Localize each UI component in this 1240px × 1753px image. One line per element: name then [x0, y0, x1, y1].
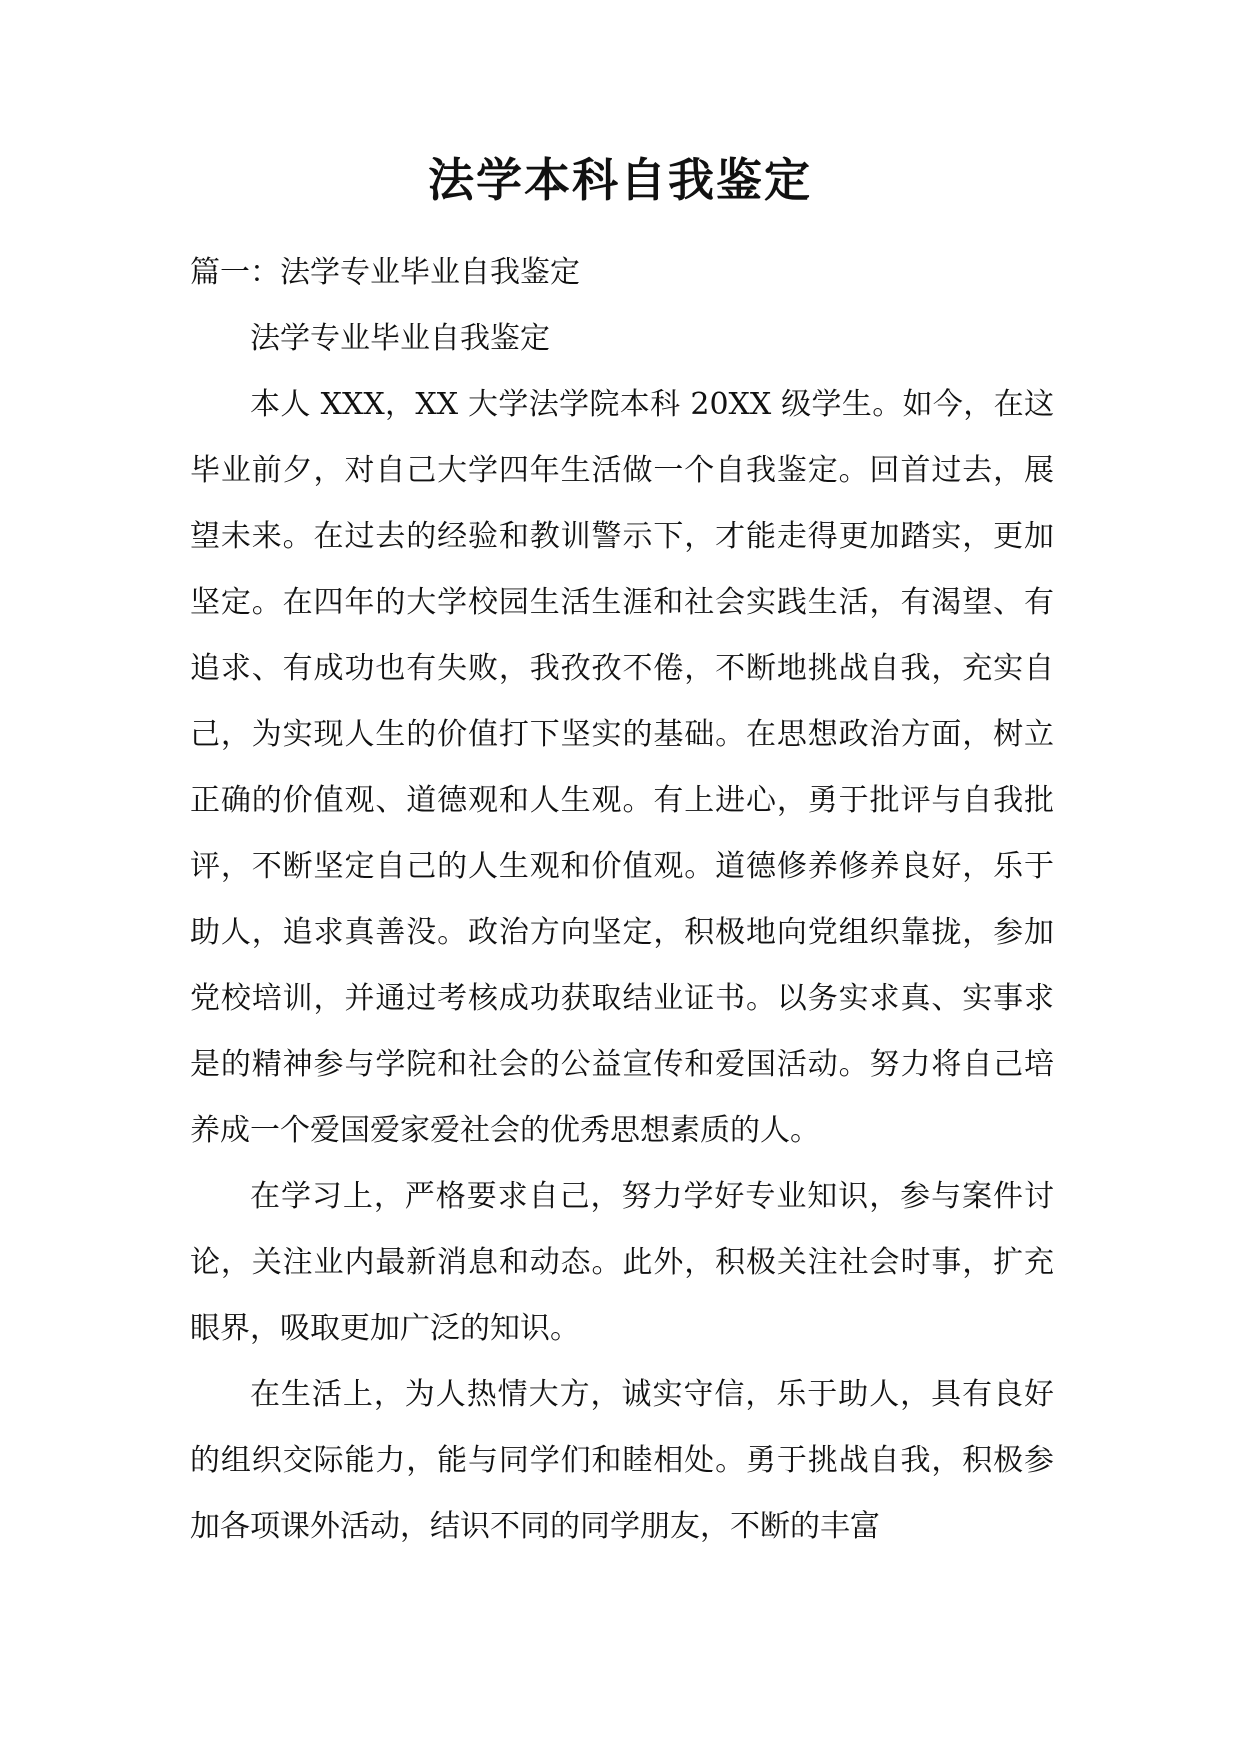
paragraph-life: 在生活上，为人热情大方，诚实守信，乐于助人，具有良好的组织交际能力，能与同学们和睦相处。勇于挑战自我，积极参加各项课外活动，结识不同的同学朋友，不断的丰富 — [190, 1377, 1054, 1544]
paragraph-study: 在学习上，严格要求自己，努力学好专业知识，参与案件讨论，关注业内最新消息和动态。此外，积极关注社会时事，扩充眼界，吸取更加广泛的知识。 — [190, 1179, 1054, 1346]
section-subtitle: 法学专业毕业自我鉴定 — [250, 321, 550, 356]
document-title: 法学本科自我鉴定 — [428, 153, 812, 207]
paragraph-introduction: 本人 XXX，XX 大学法学院本科 20XX 级学生。如今，在这毕业前夕，对自己大学四年生活做一个自我鉴定。回首过去，展望未来。在过去的经验和教训警示下，才能走得更加踏实，更加坚定。在四年的大学校园生活生涯和社会实践生活，有渴望、有追求、有成功也有失败，我孜孜不倦，不断地挑战自我，充实自己，为实现人生的价值打下坚实的基础。在思想政治方面，树立正确的价值观、道德观和人生观。有上进心，勇于批评与自我批评，不断坚定自己的人生观和价值观。道德修养修养良好，乐于助人，追求真善没。政治方向坚定，积极地向党组织靠拢，参加党校培训，并通过考核成功获取结业证书。以务实求真、实事求是的精神参与学院和社会的公益宣传和爱国活动。努力将自己培养成一个爱国爱家爱社会的优秀思想素质的人。 — [190, 387, 1054, 1148]
document-body — [190, 240, 1054, 1560]
section-heading: 篇一：法学专业毕业自我鉴定 — [190, 255, 580, 290]
